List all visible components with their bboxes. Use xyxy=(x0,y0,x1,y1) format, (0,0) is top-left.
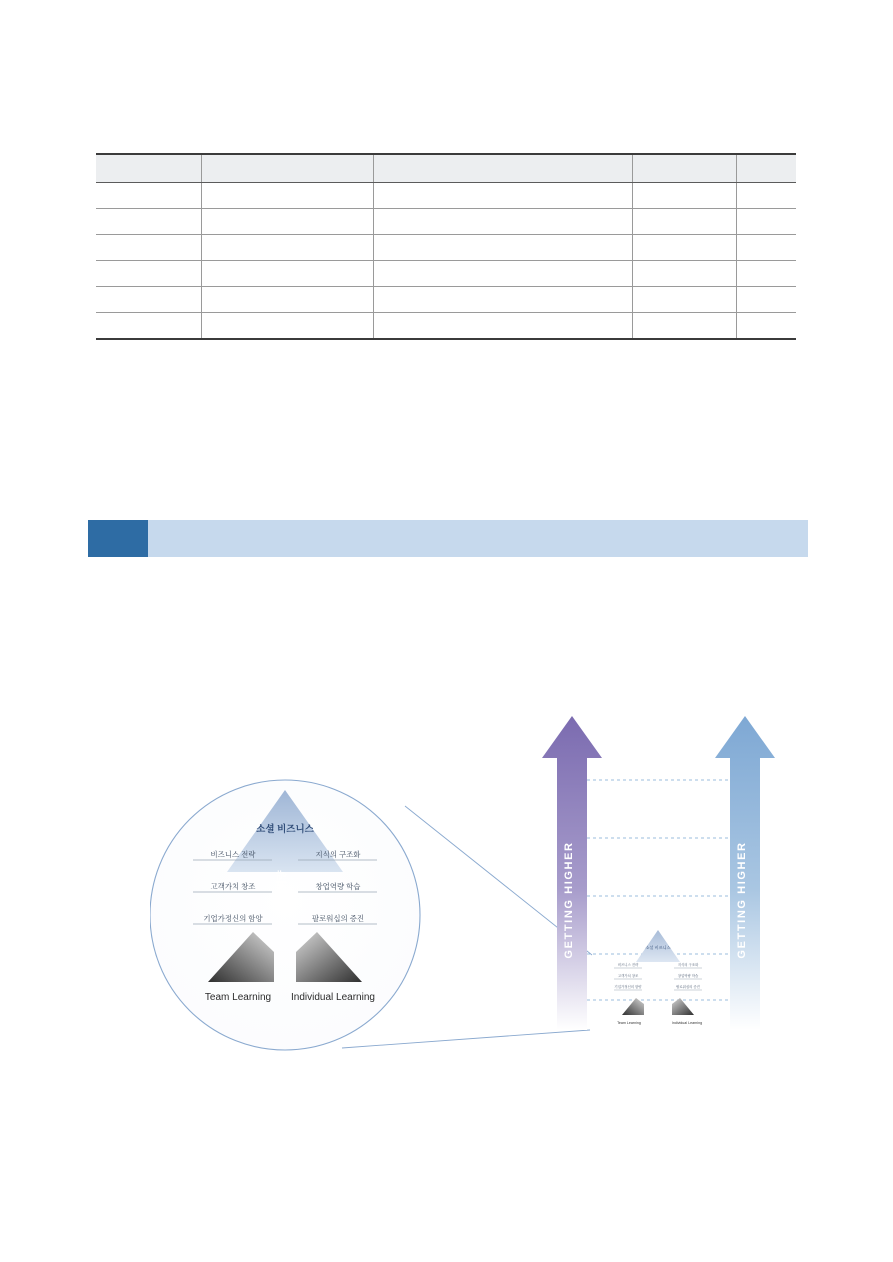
arrow-left-label: GETTING HIGHER xyxy=(563,841,575,959)
table-header-cell xyxy=(632,154,736,183)
table-row xyxy=(96,261,796,287)
magnified-left-label-1: 비즈니스 전략 xyxy=(210,850,256,859)
table-cell xyxy=(96,183,201,209)
arrow-getting-higher-right xyxy=(715,716,775,1030)
small-right-label-3: 팔로워십의 증진 xyxy=(676,985,700,989)
table-header-cell xyxy=(736,154,796,183)
table-cell xyxy=(201,287,373,313)
table-cell xyxy=(373,183,632,209)
magnified-center-label: 역량 xyxy=(277,870,288,890)
table-cell xyxy=(201,183,373,209)
magnified-circle xyxy=(150,780,420,1050)
table-row xyxy=(96,287,796,313)
table-cell xyxy=(373,209,632,235)
magnified-team-learning-label: Team Learning xyxy=(204,992,272,1003)
table-header-cell xyxy=(373,154,632,183)
table-cell xyxy=(373,261,632,287)
arrow-getting-higher-left xyxy=(542,716,602,1030)
table-cell xyxy=(736,235,796,261)
small-right-label-1: 지식의 구조화 xyxy=(677,963,699,967)
table-cell xyxy=(96,235,201,261)
table-row xyxy=(96,183,796,209)
table-cell xyxy=(632,313,736,340)
small-apex-label: 소셜 비즈니스 xyxy=(645,945,671,950)
data-table xyxy=(96,153,796,340)
table-cell xyxy=(373,287,632,313)
small-right-label-2: 창업역량 학습 xyxy=(677,974,699,978)
magnified-apex-label: 소셜 비즈니스 xyxy=(256,824,314,835)
table-cell xyxy=(632,261,736,287)
table-cell xyxy=(373,235,632,261)
table-cell xyxy=(736,261,796,287)
table-header-cell xyxy=(201,154,373,183)
section-title-bar xyxy=(148,520,808,557)
table-row xyxy=(96,209,796,235)
section-heading xyxy=(88,520,808,557)
table-cell xyxy=(201,313,373,340)
arrow-right-label: GETTING HIGHER xyxy=(736,841,748,959)
small-team-learning-label: Team Learning xyxy=(617,1021,641,1025)
table-cell xyxy=(736,313,796,340)
table-cell xyxy=(96,287,201,313)
magnified-right-label-2: 창업역량 학습 xyxy=(315,882,361,891)
magnified-right-label-1: 지식의 구조화 xyxy=(315,850,361,859)
table-cell xyxy=(96,313,201,340)
table-cell xyxy=(201,209,373,235)
small-diagram xyxy=(614,930,702,1025)
figure-diagram xyxy=(150,700,790,1100)
table-cell xyxy=(632,183,736,209)
table-header-cell xyxy=(96,154,201,183)
table-cell xyxy=(96,209,201,235)
table-header-row xyxy=(96,154,796,183)
magnified-left-label-2: 고객가치 창조 xyxy=(210,882,256,891)
table-cell xyxy=(736,183,796,209)
table-row xyxy=(96,235,796,261)
table-cell xyxy=(96,261,201,287)
small-left-label-2: 고객가치 창조 xyxy=(617,974,639,978)
section-number-box xyxy=(88,520,148,557)
table-cell xyxy=(736,287,796,313)
magnified-right-label-3: 팔로워십의 증진 xyxy=(311,914,365,923)
table-cell xyxy=(201,261,373,287)
table-cell xyxy=(632,235,736,261)
magnified-left-label-3: 기업가정신의 함양 xyxy=(203,914,263,923)
table-row xyxy=(96,313,796,340)
level-guides xyxy=(587,780,730,1000)
magnified-individual-learning-label: Individual Learning xyxy=(291,992,375,1003)
small-left-label-3: 기업가정신의 함양 xyxy=(614,985,642,989)
table-cell xyxy=(632,287,736,313)
table-cell xyxy=(736,209,796,235)
small-left-label-1: 비즈니스 전략 xyxy=(617,963,639,967)
small-individual-learning-label: Individual Learning xyxy=(671,1021,703,1025)
table-cell xyxy=(201,235,373,261)
table-cell xyxy=(373,313,632,340)
table-cell xyxy=(632,209,736,235)
